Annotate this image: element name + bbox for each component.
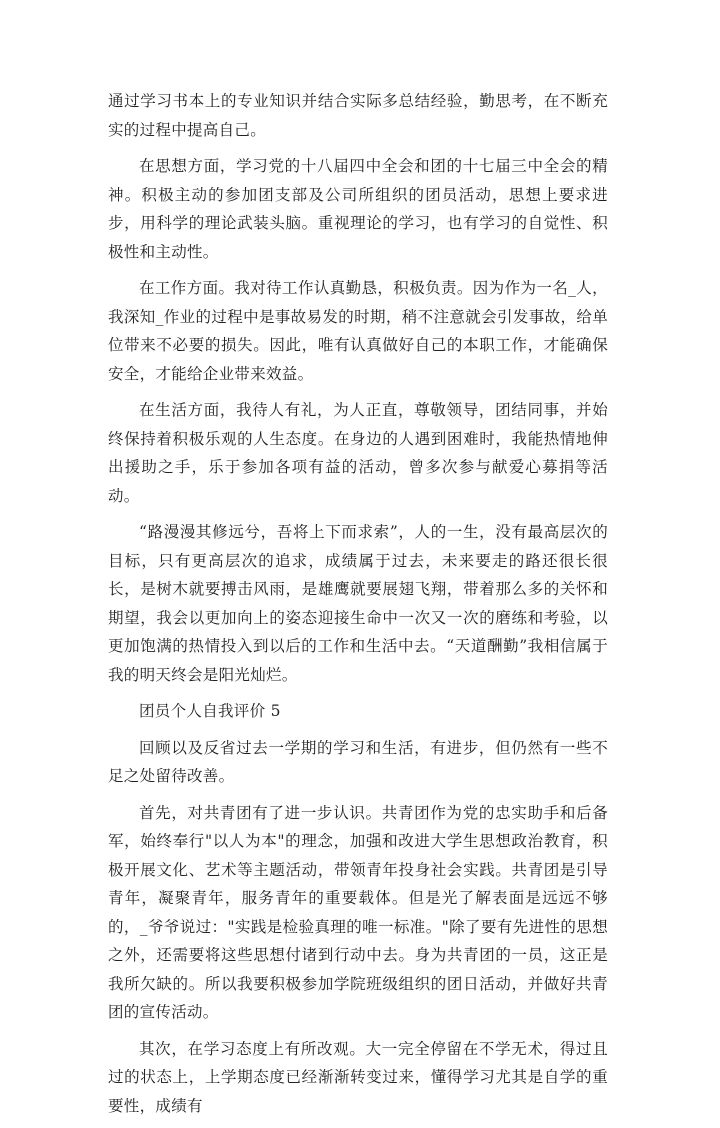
section-heading: 团员个人自我评价 5	[139, 702, 281, 720]
paragraph: 首先，对共青团有了进一步认识。共青团作为党的忠实助手和后备军，始终奉行"以人为本"的理念，加强和改进大学生思想政治教育，积极开展文化、艺术等主题活动，带领青年投身社会实践。共青团是引导青年，凝聚青年，服务青年的重要载体。但是光了解表面是远远不够的，_爷爷说过："实践是检验真理的唯一标准。"除了要有先进性的思想之外，还需要将这些思想付诸到行动中去。身为共青团的一员，这正是我所欠缺的。所以我要积极参加学院班级组织的团日活动，并做好共青团的宣传活动。	[108, 803, 608, 1021]
paragraph: 在生活方面，我待人有礼，为人正直，尊敬领导，团结同事，并始终保持着积极乐观的人生态度。在身边的人遇到困难时，我能热情地伸出援助之手，乐于参加各项有益的活动，曾多次参与献爱心募捐等活动。	[108, 401, 608, 505]
paragraph: 通过学习书本上的专业知识并结合实际多总结经验，勤思考，在不断充实的过程中提高自己。	[108, 92, 608, 139]
paragraph: 在工作方面。我对待工作认真勤恳，积极负责。因为作为一名_人，我深知_作业的过程中是事故易发的时期，稍不注意就会引发事故，给单位带来不必要的损失。因此，唯有认真做好自己的本职工作，才能确保安全，才能给企业带来效益。	[108, 279, 608, 383]
paragraph: 其次，在学习态度上有所改观。大一完全停留在不学无术，得过且过的状态上，上学期态度已经渐渐转变过来，懂得学习尤其是自学的重要性，成绩有	[108, 1039, 608, 1115]
paragraph: “路漫漫其修远兮，吾将上下而求索”，人的一生，没有最高层次的目标，只有更高层次的追求，成绩属于过去，未来要走的路还很长很长，是树木就要搏击风雨，是雄鹰就要展翅飞翔，带着那么多的关怀和期望，我会以更加向上的姿态迎接生命中一次又一次的磨练和考验，以更加饱满的热情投入到以后的工作和生活中去。“天道酬勤”我相信属于我的明天终会是阳光灿烂。	[108, 523, 608, 684]
paragraph: 回顾以及反省过去一学期的学习和生活，有进步，但仍然有一些不足之处留待改善。	[108, 738, 608, 785]
paragraph: 在思想方面，学习党的十八届四中全会和团的十七届三中全会的精神。积极主动的参加团支部及公司所组织的团员活动，思想上要求进步，用科学的理论武装头脑。重视理论的学习，也有学习的自觉性、积极性和主动性。	[108, 157, 608, 261]
document-body	[108, 87, 608, 1128]
